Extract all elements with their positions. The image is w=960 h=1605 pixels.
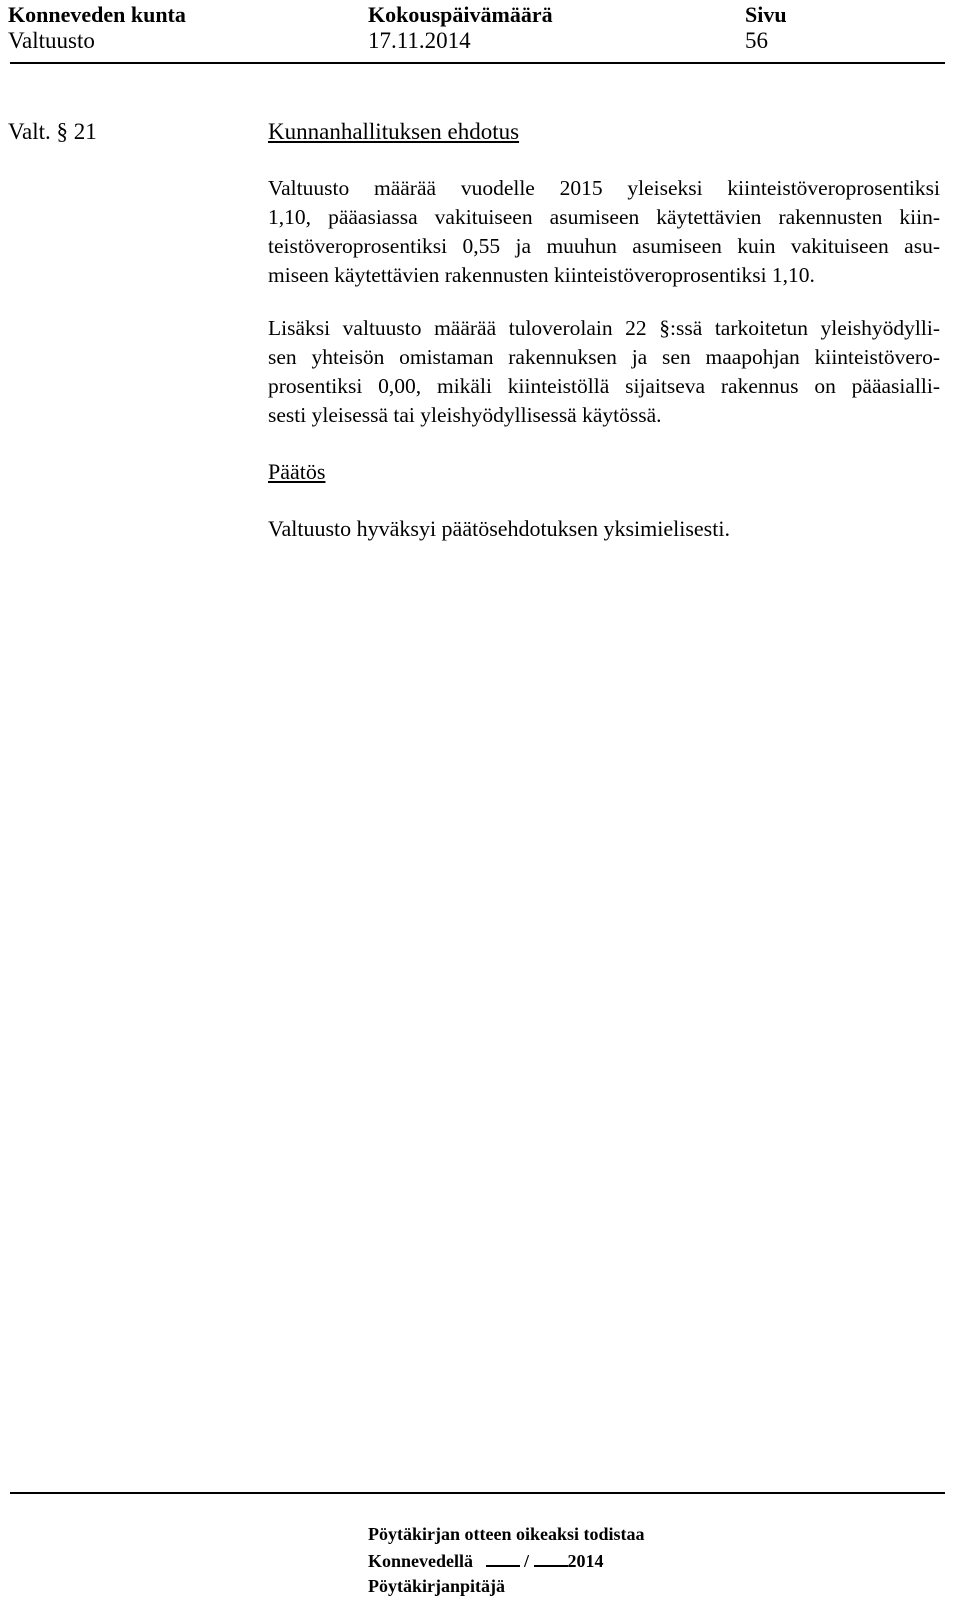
paragraph-line: prosentiksi 0,00, mikäli kiinteistöllä sijaitseva rakennus on pääasialli- bbox=[268, 374, 940, 398]
page-label: Sivu bbox=[745, 2, 787, 27]
section-reference: Valt. § 21 bbox=[8, 119, 97, 144]
year: 2014 bbox=[567, 1551, 604, 1571]
page-number: 56 bbox=[745, 28, 768, 53]
place-date-line bbox=[368, 1549, 604, 1572]
paragraph-line: Valtuusto määrää vuodelle 2015 yleiseksi kiinteistöveroprosentiksi bbox=[268, 176, 940, 200]
paragraph-line: Lisäksi valtuusto määrää tuloverolain 22 §:ssä tarkoitetun yleishyödylli- bbox=[268, 316, 940, 340]
proposal-heading: Kunnanhallituksen ehdotus bbox=[268, 119, 520, 144]
body-name: Valtuusto bbox=[8, 28, 95, 53]
decision-text: Valtuusto hyväksyi päätösehdotuksen yksimielisesti. bbox=[268, 516, 730, 541]
org-name: Konneveden kunta bbox=[8, 2, 186, 27]
footer-rule bbox=[10, 1492, 945, 1494]
date-separator: / bbox=[524, 1551, 530, 1571]
day-blank bbox=[486, 1549, 520, 1567]
proposal-paragraph-2 bbox=[268, 314, 940, 430]
paragraph-line: sen yhteisön omistaman rakennuksen ja sen maapohjan kiinteistövero- bbox=[268, 345, 940, 369]
place-name: Konnevedellä bbox=[368, 1551, 474, 1571]
certification-line: Pöytäkirjan otteen oikeaksi todistaa bbox=[368, 1524, 645, 1544]
proposal-paragraph-1 bbox=[268, 174, 940, 290]
paragraph-line: teistöveroprosentiksi 0,55 ja muuhun asumiseen kuin vakituiseen asu- bbox=[268, 234, 940, 258]
date-label: Kokouspäivämäärä bbox=[368, 2, 553, 27]
decision-heading: Päätös bbox=[268, 459, 326, 484]
meeting-date: 17.11.2014 bbox=[368, 28, 471, 53]
month-blank bbox=[534, 1549, 568, 1567]
paragraph-line: 1,10, pääasiassa vakituiseen asumiseen käytettävien rakennusten kiin- bbox=[268, 205, 940, 229]
paragraph-line: miseen käytettävien rakennusten kiinteistöveroprosentiksi 1,10. bbox=[268, 263, 815, 287]
signer-title: Pöytäkirjanpitäjä bbox=[368, 1576, 505, 1596]
paragraph-line: sesti yleisessä tai yleishyödyllisessä käytössä. bbox=[268, 403, 662, 427]
header-rule bbox=[10, 62, 945, 64]
